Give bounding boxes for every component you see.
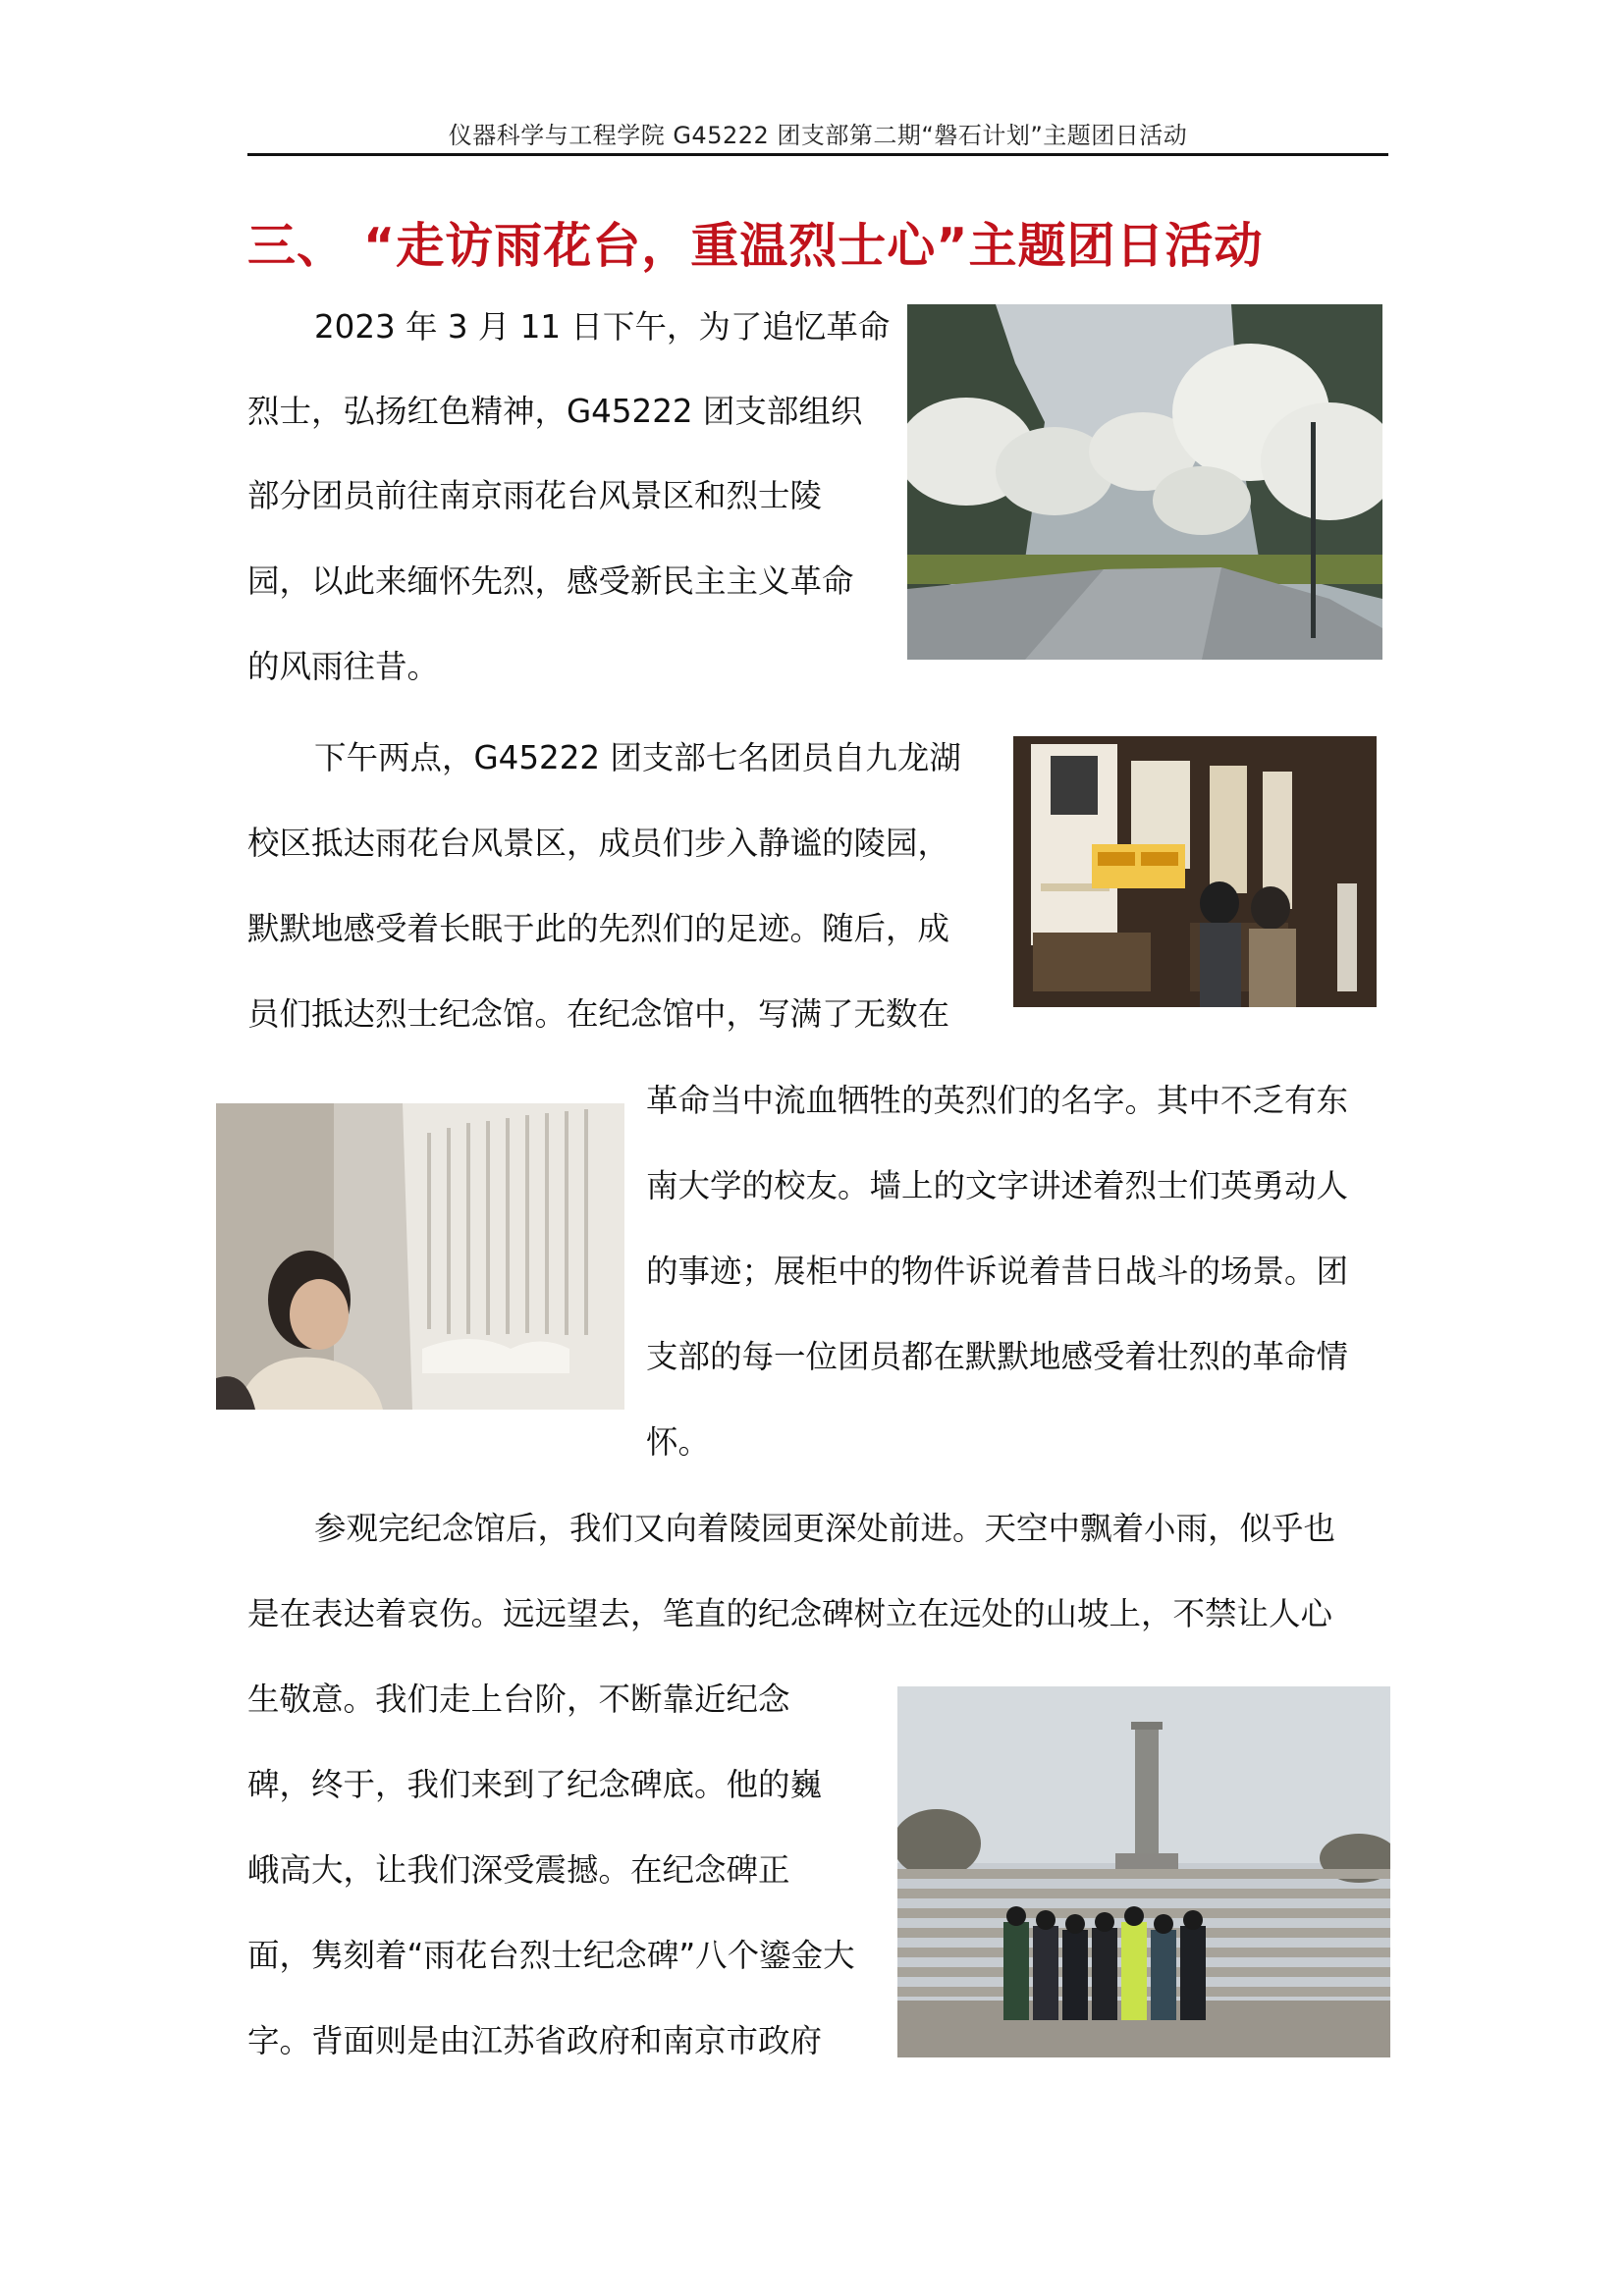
paragraph-3-line-3: 生敬意。我们走上台阶，不断靠近纪念 bbox=[247, 1681, 790, 1718]
paragraph-3-line-7: 字。背面则是由江苏省政府和南京市政府 bbox=[247, 2022, 823, 2059]
paragraph-2-line-1: 下午两点，G45222 团支部七名团员自九龙湖 bbox=[314, 739, 961, 776]
paragraph-1-line-5: 的风雨往昔。 bbox=[247, 648, 440, 685]
paragraph-3-line-5: 峨高大，让我们深受震撼。在纪念碑正 bbox=[247, 1851, 790, 1889]
paragraph-2-line-4: 员们抵达烈士纪念馆。在纪念馆中，写满了无数在 bbox=[247, 995, 950, 1033]
paragraph-2-line-5: 革命当中流血牺牲的英烈们的名字。其中不乏有东 bbox=[646, 1082, 1349, 1119]
paragraph-3-line-4: 碑，终于，我们来到了纪念碑底。他的巍 bbox=[247, 1766, 823, 1803]
name-wall-photo bbox=[216, 1103, 624, 1410]
paragraph-1-line-3: 部分团员前往南京雨花台风景区和烈士陵 bbox=[247, 477, 823, 514]
section-title: 三、 “走访雨花台，重温烈士心”主题团日活动 bbox=[247, 218, 1264, 274]
exhibit-photo bbox=[1013, 736, 1377, 1007]
paragraph-2-line-9: 怀。 bbox=[646, 1423, 711, 1461]
paragraph-1-line-4: 园，以此来缅怀先烈，感受新民主主义革命 bbox=[247, 562, 854, 600]
header-divider bbox=[247, 153, 1388, 156]
page-header: 仪器科学与工程学院 G45222 团支部第二期“磐石计划”主题团日活动 bbox=[448, 122, 1188, 149]
paragraph-3-line-1: 参观完纪念馆后，我们又向着陵园更深处前进。天空中飘着小雨，似乎也 bbox=[314, 1510, 1336, 1547]
paragraph-3-line-6: 面，隽刻着“雨花台烈士纪念碑”八个鎏金大 bbox=[247, 1937, 855, 1974]
monument-group-photo bbox=[897, 1686, 1390, 2057]
paragraph-2-line-6: 南大学的校友。墙上的文字讲述着烈士们英勇动人 bbox=[646, 1167, 1349, 1204]
paragraph-3-line-2: 是在表达着哀伤。远远望去，笔直的纪念碑树立在远处的山坡上，不禁让人心 bbox=[247, 1595, 1333, 1632]
paragraph-2-line-7: 的事迹；展柜中的物件诉说着昔日战斗的场景。团 bbox=[646, 1253, 1349, 1290]
paragraph-2-line-8: 支部的每一位团员都在默默地感受着壮烈的革命情 bbox=[646, 1338, 1349, 1375]
paragraph-1-line-1: 2023 年 3 月 11 日下午，为了追忆革命 bbox=[314, 308, 891, 346]
paragraph-2-line-3: 默默地感受着长眠于此的先烈们的足迹。随后，成 bbox=[247, 910, 950, 947]
paragraph-2-line-2: 校区抵达雨花台风景区，成员们步入静谧的陵园， bbox=[247, 825, 950, 862]
paragraph-1-line-2: 烈士，弘扬红色精神，G45222 团支部组织 bbox=[247, 393, 863, 430]
blossom-path-photo bbox=[907, 304, 1382, 660]
